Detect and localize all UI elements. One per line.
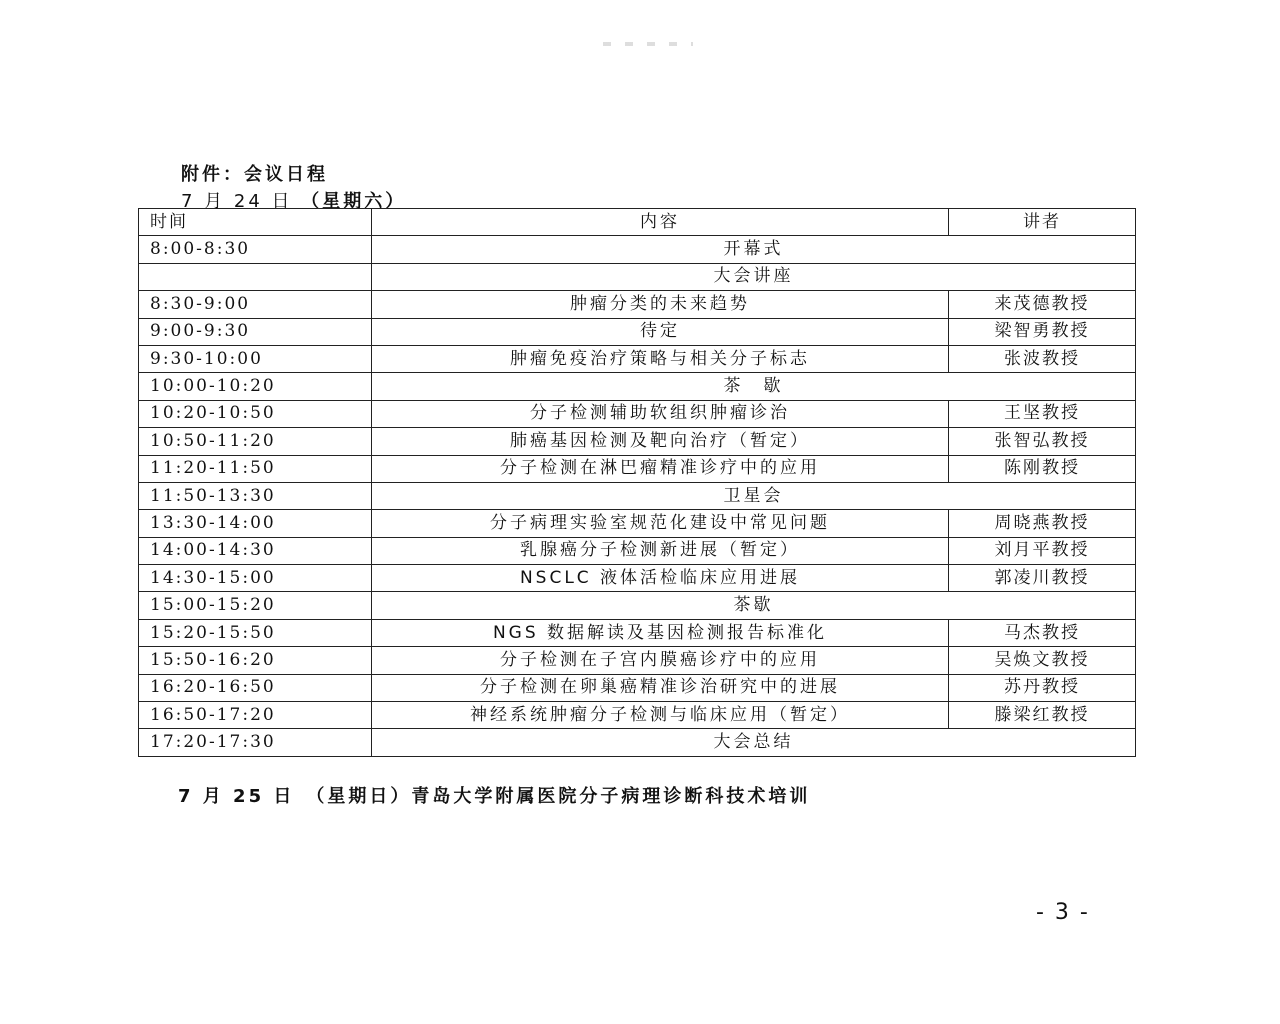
cell-content: 大会总结 [372,729,1136,756]
schedule-body [139,236,1136,756]
cell-content: 茶歇 [372,592,1136,619]
cell-content: 开幕式 [372,236,1136,263]
cell-time: 14:00-14:30 [139,537,372,564]
table-header-row [139,209,1136,236]
cell-speaker: 王坚教授 [949,400,1136,427]
cell-content: 茶 歇 [372,373,1136,400]
cell-content: 分子检测在子宫内膜癌诊疗中的应用 [372,647,949,674]
cell-content: 分子检测在淋巴瘤精准诊疗中的应用 [372,455,949,482]
cell-content: 待定 [372,318,949,345]
cell-speaker: 刘月平教授 [949,537,1136,564]
table-row [139,291,1136,318]
table-row [139,592,1136,619]
schedule-table [138,208,1136,757]
cell-time: 15:00-15:20 [139,592,372,619]
cell-content: NSCLC 液体活检临床应用进展 [372,565,949,592]
cell-content: 肿瘤免疫治疗策略与相关分子标志 [372,345,949,372]
table-row [139,537,1136,564]
cell-speaker: 来茂德教授 [949,291,1136,318]
header-time: 时间 [139,209,372,236]
cell-time: 10:20-10:50 [139,400,372,427]
cell-time: 16:20-16:50 [139,674,372,701]
table-row [139,647,1136,674]
cell-content: 卫星会 [372,482,1136,509]
day2-line: 7 月 25 日 （星期日）青岛大学附属医院分子病理诊断科技术培训 [178,786,811,807]
cell-time: 10:50-11:20 [139,428,372,455]
cell-content: 分子检测在卵巢癌精准诊治研究中的进展 [372,674,949,701]
table-row [139,345,1136,372]
table-row [139,510,1136,537]
cell-time: 14:30-15:00 [139,565,372,592]
cell-speaker: 滕梁红教授 [949,702,1136,729]
cell-content: 神经系统肿瘤分子检测与临床应用（暂定） [372,702,949,729]
cell-time [139,263,372,290]
cell-time: 10:00-10:20 [139,373,372,400]
table-row [139,729,1136,756]
cell-time: 8:30-9:00 [139,291,372,318]
table-row [139,318,1136,345]
cell-speaker: 张波教授 [949,345,1136,372]
scan-artifact [603,42,693,46]
day1-weekday: （星期六） [301,191,407,212]
cell-time: 8:00-8:30 [139,236,372,263]
cell-time: 15:50-16:20 [139,647,372,674]
cell-speaker: 苏丹教授 [949,674,1136,701]
cell-content: 肺癌基因检测及靶向治疗（暂定） [372,428,949,455]
cell-time: 17:20-17:30 [139,729,372,756]
table-row [139,400,1136,427]
cell-content: 大会讲座 [372,263,1136,290]
cell-time: 11:20-11:50 [139,455,372,482]
cell-content: 分子病理实验室规范化建设中常见问题 [372,510,949,537]
table-row [139,455,1136,482]
cell-time: 16:50-17:20 [139,702,372,729]
cell-time: 9:00-9:30 [139,318,372,345]
table-row [139,236,1136,263]
cell-speaker: 郭凌川教授 [949,565,1136,592]
table-row [139,373,1136,400]
table-row [139,428,1136,455]
cell-content: 分子检测辅助软组织肿瘤诊治 [372,400,949,427]
header-content: 内容 [372,209,949,236]
table-row [139,702,1136,729]
cell-speaker: 陈刚教授 [949,455,1136,482]
cell-time: 13:30-14:00 [139,510,372,537]
cell-content: 乳腺癌分子检测新进展（暂定） [372,537,949,564]
cell-content: 肿瘤分类的未来趋势 [372,291,949,318]
table-row [139,482,1136,509]
table-row [139,674,1136,701]
page-number: - 3 - [1036,900,1090,925]
cell-time: 15:20-15:50 [139,619,372,646]
table-row [139,263,1136,290]
table-row [139,619,1136,646]
cell-time: 9:30-10:00 [139,345,372,372]
cell-time: 11:50-13:30 [139,482,372,509]
cell-speaker: 周晓燕教授 [949,510,1136,537]
cell-speaker: 梁智勇教授 [949,318,1136,345]
cell-content: NGS 数据解读及基因检测报告标准化 [372,619,949,646]
cell-speaker: 张智弘教授 [949,428,1136,455]
attachment-title: 附件：会议日程 [181,164,328,185]
cell-speaker: 吴焕文教授 [949,647,1136,674]
header-speaker: 讲者 [949,209,1136,236]
table-row [139,565,1136,592]
day1-date: 7 月 24 日 [181,191,293,212]
cell-speaker: 马杰教授 [949,619,1136,646]
